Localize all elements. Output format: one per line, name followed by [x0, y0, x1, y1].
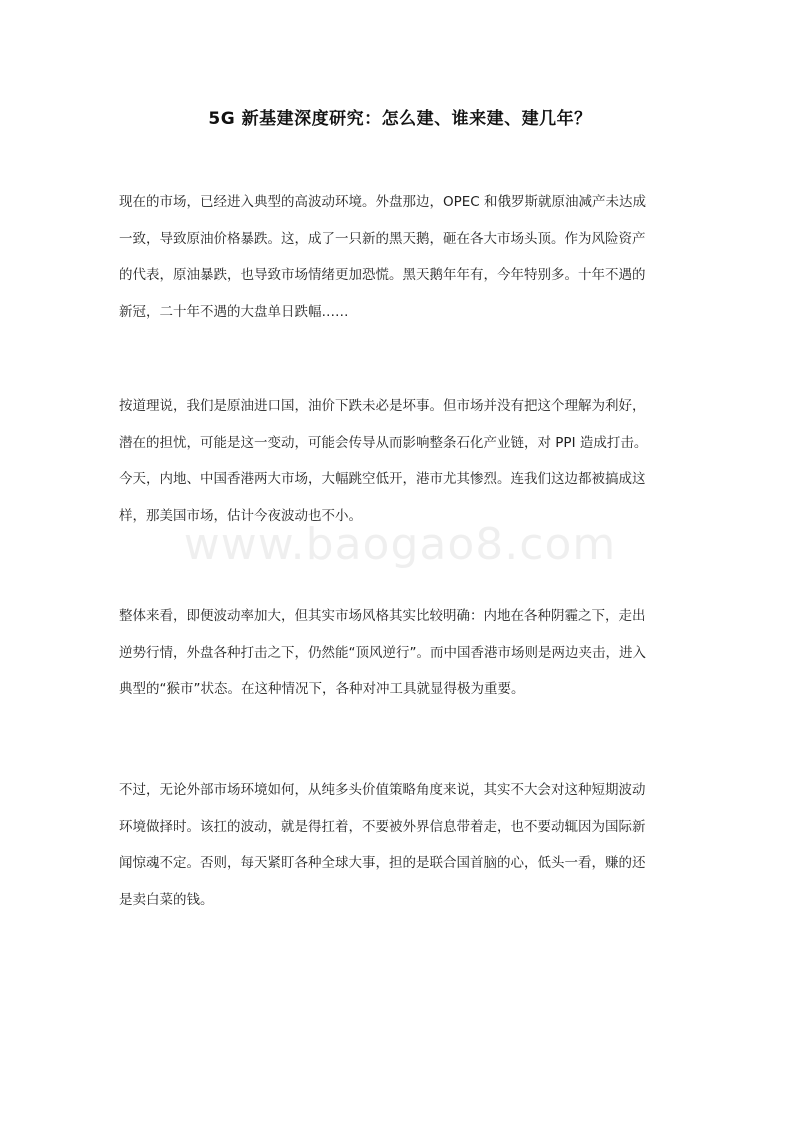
paragraph-line: 样，那美国市场，估计今夜波动也不小。 — [119, 507, 362, 524]
paragraph-4 — [119, 772, 689, 918]
paragraph-2 — [119, 388, 689, 534]
paragraph-line: 不过，无论外部市场环境如何，从纯多头价值策略角度来说，其实不大会对这种短期波动 — [119, 782, 646, 798]
paragraph-line: 现在的市场，已经进入典型的高波动环境。外盘那边，OPEC 和俄罗斯就原油减产未达成 — [119, 194, 647, 210]
paragraph-line: 一致，导致原油价格暴跌。这，成了一只新的黑天鹅，砸在各大市场头顶。作为风险资产 — [119, 230, 646, 247]
paragraph-line: 按道理说，我们是原油进口国，油价下跌未必是坏事。但市场并没有把这个理解为利好， — [119, 398, 646, 414]
paragraph-line: 的代表，原油暴跌，也导致市场情绪更加恐慌。黑天鹅年年有，今年特别多。十年不遇的 — [119, 267, 646, 283]
paragraph-3 — [119, 598, 689, 708]
paragraph-line: 是卖白菜的钱。 — [119, 891, 214, 908]
paragraph-line: 逆势行情，外盘各种打击之下，仍然能“顶风逆行”。而中国香港市场则是两边夹击，进入 — [119, 644, 646, 661]
paragraph-line: 整体来看，即便波动率加大，但其实市场风格其实比较明确：内地在各种阴霾之下，走出 — [119, 608, 646, 624]
watermark: www.baogao8.com — [183, 519, 617, 570]
paragraph-line: 潜在的担忧，可能是这一变动，可能会传导从而影响整条石化产业链，对 PPI 造成打击。 — [119, 434, 648, 451]
paragraph-1 — [119, 184, 689, 330]
paragraph-line: 典型的“猴市”状态。在这种情况下，各种对冲工具就显得极为重要。 — [119, 681, 525, 697]
paragraph-line: 新冠，二十年不遇的大盘单日跌幅…… — [119, 303, 349, 320]
paragraph-line: 今天，内地、中国香港两大市场，大幅跳空低开，港市尤其惨烈。连我们这边都被搞成这 — [119, 471, 646, 487]
paragraph-line: 闻惊魂不定。否则，每天紧盯各种全球大事，担的是联合国首脑的心，低头一看，赚的还 — [119, 855, 646, 871]
document-title: 5G 新基建深度研究：怎么建、谁来建、建几年？ — [208, 109, 592, 129]
paragraph-line: 环境做择时。该扛的波动，就是得扛着，不要被外界信息带着走，也不要动辄因为国际新 — [119, 818, 646, 835]
